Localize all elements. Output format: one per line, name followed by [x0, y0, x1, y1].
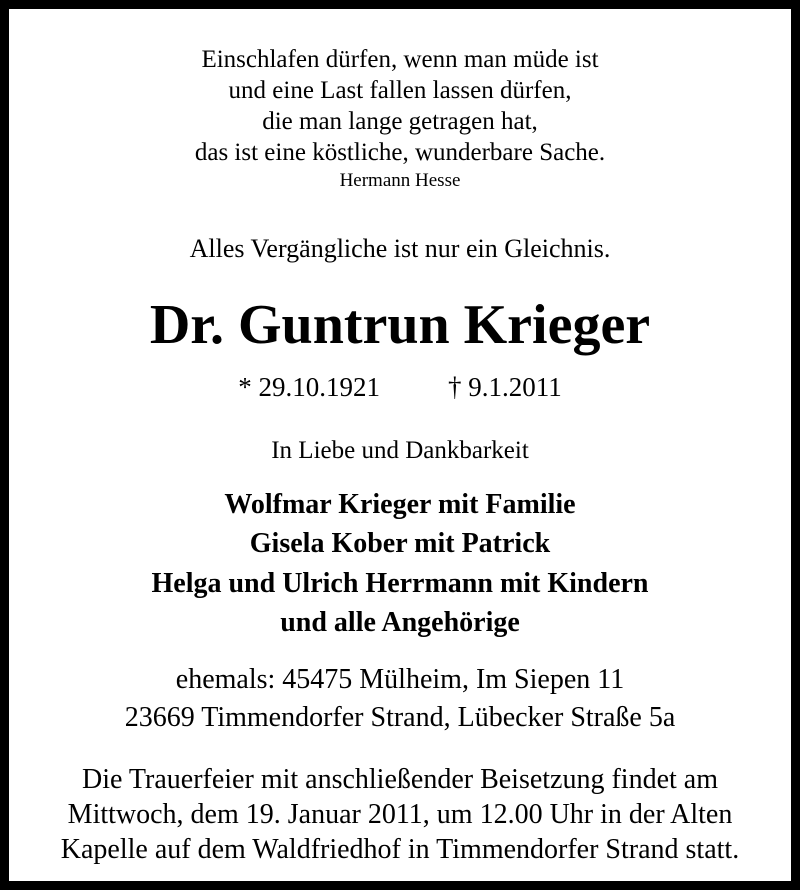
birth-date: * 29.10.1921 — [238, 372, 380, 402]
poem-line-3: die man lange getragen hat, — [262, 108, 538, 135]
deceased-name: Dr. Guntrun Krieger — [149, 294, 651, 356]
death-date: † 9.1.2011 — [448, 372, 562, 402]
service-line-3: Kapelle auf dem Waldfriedhof in Timmendorfer Strand statt. — [60, 834, 740, 865]
mourner-line-1: Wolfmar Krieger mit Familie — [224, 489, 576, 520]
poem-author: Hermann Hesse — [339, 170, 461, 191]
address-current: 23669 Timmendorfer Strand, Lübecker Straße 5a — [124, 702, 676, 733]
poem-line-1: Einschlafen dürfen, wenn man müde ist — [201, 46, 599, 73]
poem-line-4: das ist eine köstliche, wunderbare Sache. — [194, 139, 606, 166]
motto: Alles Vergängliche ist nur ein Gleichnis. — [189, 234, 611, 263]
mourner-line-2: Gisela Kober mit Patrick — [249, 528, 551, 559]
service-line-1: Die Trauerfeier mit anschließender Beisetzung findet am — [81, 764, 718, 795]
mourner-line-4: und alle Angehörige — [280, 607, 520, 638]
address-former: ehemals: 45475 Mülheim, Im Siepen 11 — [175, 664, 625, 695]
mourner-line-3: Helga und Ulrich Herrmann mit Kindern — [151, 568, 649, 599]
life-dates — [18, 374, 782, 401]
thanks-line: In Liebe und Dankbarkeit — [271, 437, 529, 464]
poem-line-2: und eine Last fallen lassen dürfen, — [228, 77, 572, 104]
service-line-2: Mittwoch, dem 19. Januar 2011, um 12.00 Uhr in der Alten — [67, 799, 733, 830]
